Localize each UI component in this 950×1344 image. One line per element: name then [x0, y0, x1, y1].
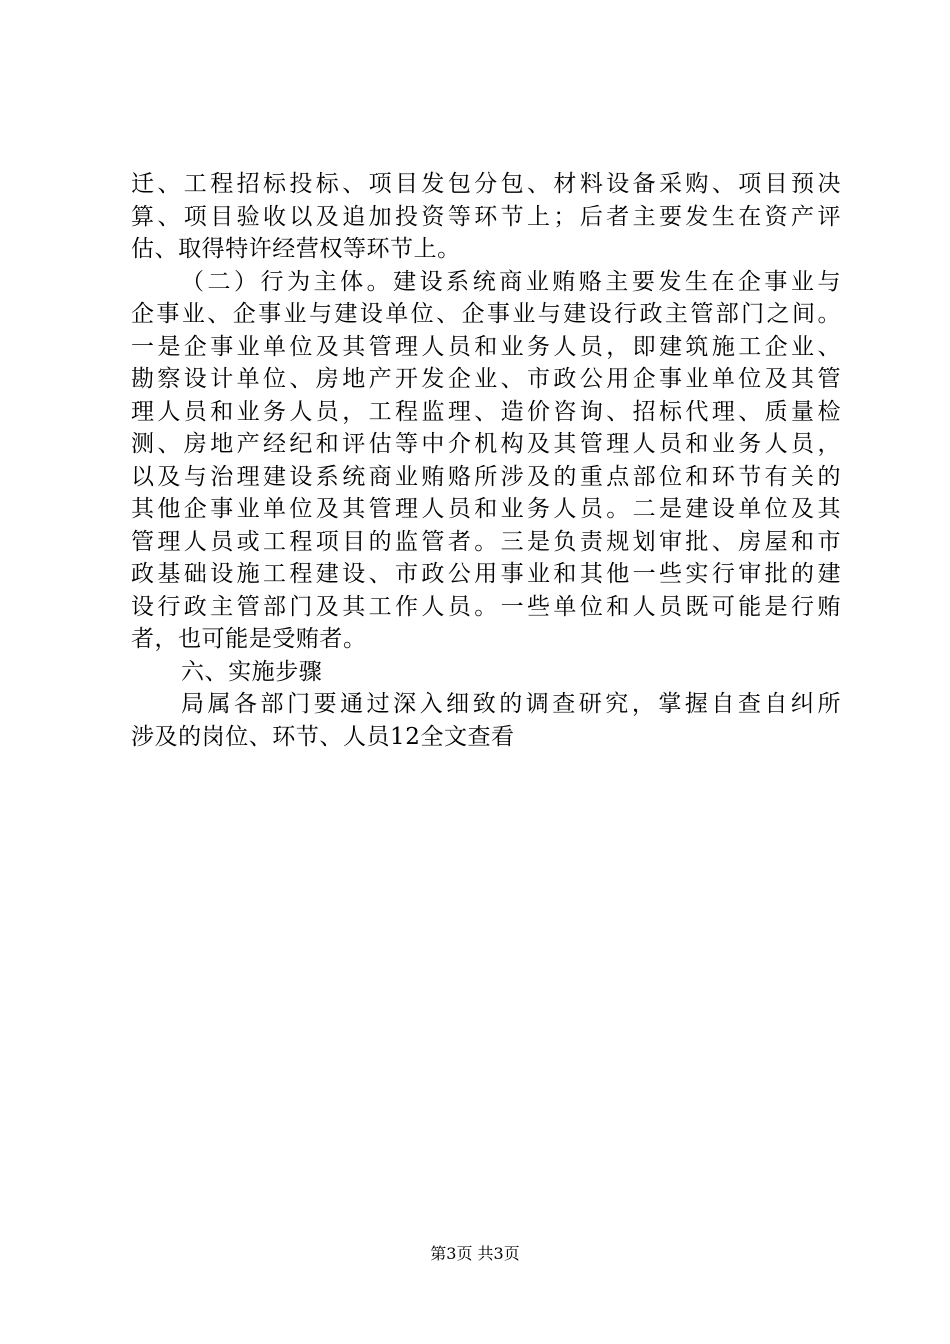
text-line: 其他企事业单位及其管理人员和业务人员。二是建设单位及其	[131, 496, 841, 522]
page-footer: 第3页 共3页	[430, 1244, 520, 1263]
text-line: 算、项目验收以及追加投资等环节上；后者主要发生在资产评	[131, 203, 841, 230]
text-line: 估、取得特许经营权等环节上。	[131, 236, 461, 262]
text-line-with-link[interactable]: 涉及的岗位、环节、人员12全文查看	[131, 723, 515, 750]
text-line: 政基础设施工程建设、市政公用事业和其他一些实行审批的建	[131, 561, 841, 587]
text-line: 以及与治理建设系统商业贿赂所涉及的重点部位和环节有关的	[131, 463, 841, 490]
text-line: 勘察设计单位、房地产开发企业、市政公用企事业单位及其管	[131, 366, 841, 392]
text-line: （二）行为主体。建设系统商业贿赂主要发生在企事业与	[181, 268, 841, 295]
text-line: 理人员和业务人员，工程监理、造价咨询、招标代理、质量检	[131, 398, 841, 425]
text-line: 迁、工程招标投标、项目发包分包、材料设备采购、项目预决	[131, 171, 841, 197]
text-line: 测、房地产经纪和评估等中介机构及其管理人员和业务人员，	[131, 431, 841, 457]
section-heading: 六、实施步骤	[181, 658, 323, 685]
text-line: 企事业、企事业与建设单位、企事业与建设行政主管部门之间。	[131, 301, 841, 327]
text-line: 者，也可能是受贿者。	[131, 626, 367, 652]
text-line: 管理人员或工程项目的监管者。三是负责规划审批、房屋和市	[131, 528, 841, 555]
text-line: 局属各部门要通过深入细致的调查研究，掌握自查自纠所	[181, 691, 841, 717]
document-body	[131, 168, 841, 753]
text-line: 一是企事业单位及其管理人员和业务人员，即建筑施工企业、	[131, 333, 841, 360]
text-line: 设行政主管部门及其工作人员。一些单位和人员既可能是行贿	[131, 593, 841, 620]
